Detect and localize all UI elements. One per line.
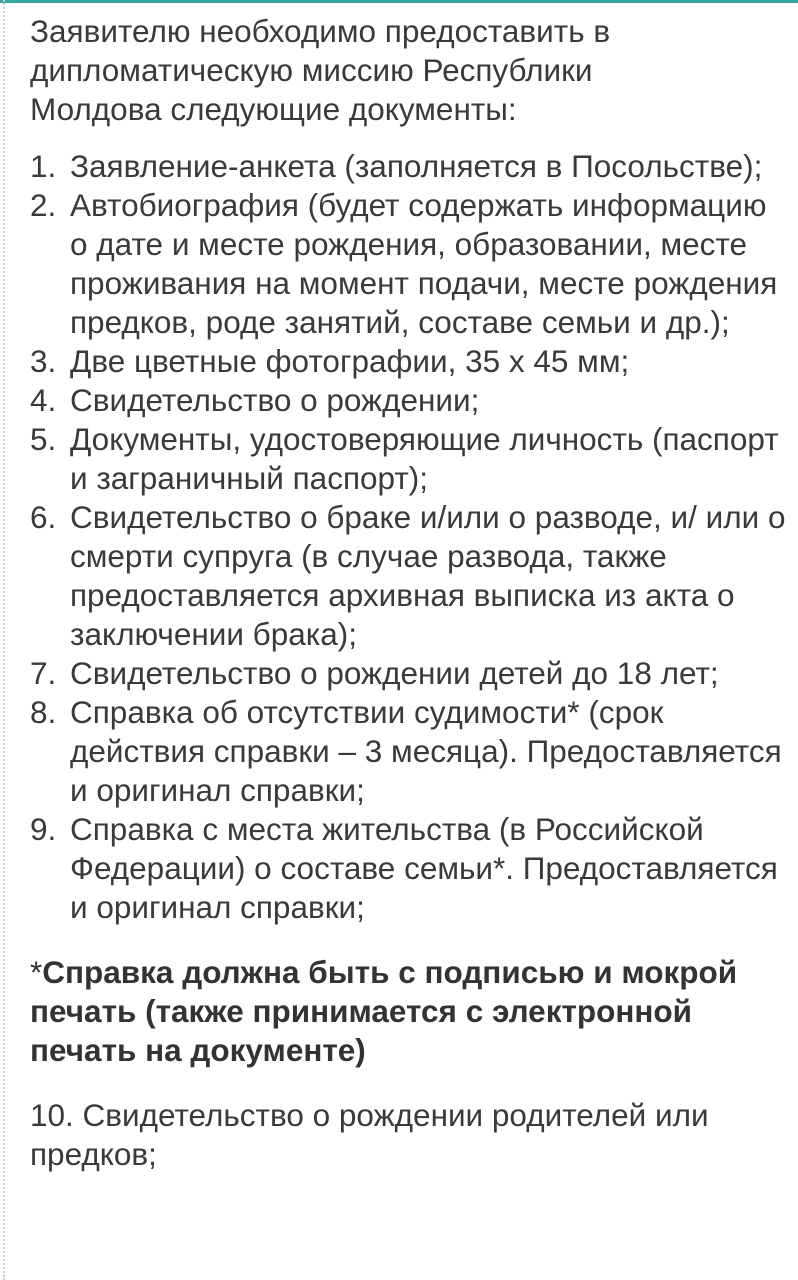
list-item	[30, 693, 790, 810]
list-item	[30, 420, 790, 498]
list-item-number: 1.	[30, 148, 57, 184]
list-item	[30, 498, 790, 654]
list-item-text: Документы, удостоверяющие личность (паспорт и заграничный паспорт);	[70, 421, 779, 496]
top-accent-border	[0, 0, 798, 3]
list-item-text: Две цветные фотографии, 35 х 45 мм;	[70, 343, 630, 379]
list-item-10: 10. Свидетельство о рождении родителей или предков;	[30, 1097, 709, 1172]
left-dotted-border	[3, 0, 5, 1280]
document-content	[30, 12, 790, 1174]
list-item-number: 9.	[30, 811, 57, 847]
list-item-text: Справка об отсутствии судимости* (срок действия справки – 3 месяца). Предоставляется и оригинал справки;	[70, 694, 782, 808]
list-item-text: Справка с места жительства (в Российской Федерации) о составе семьи*. Предоставляется и оригинал справки;	[70, 811, 778, 925]
list-item	[30, 381, 790, 420]
list-item	[30, 147, 790, 186]
list-item-number: 7.	[30, 655, 57, 691]
footnote-asterisk: *	[30, 954, 43, 990]
footnote-note	[30, 953, 770, 1070]
list-item-number: 2.	[30, 187, 57, 223]
list-item-number: 3.	[30, 343, 57, 379]
list-item-number: 5.	[30, 421, 57, 457]
list-item	[30, 810, 790, 927]
list-item-text: Автобиография (будет содержать информацию о дате и месте рождения, образовании, месте проживания на момент подачи, месте рождения предков, роде занятий, составе семьи и др.);	[70, 187, 778, 340]
list-item-number: 8.	[30, 694, 57, 730]
list-item-number: 4.	[30, 382, 57, 418]
list-item-text: Свидетельство о браке и/или о разводе, и/ или о смерти супруга (в случае развода, также предоставляется архивная выписка из акта о заключении брака);	[70, 499, 786, 652]
list-item-number: 6.	[30, 499, 57, 535]
footnote-text: Справка должна быть с подписью и мокрой печать (также принимается с электронной печать на документе)	[30, 954, 738, 1068]
list-item-text: Свидетельство о рождении детей до 18 лет;	[70, 655, 719, 691]
intro-paragraph: Заявителю необходимо предоставить в дипломатическую миссию Республики Молдова следующие документы:	[30, 13, 611, 127]
list-item	[30, 342, 790, 381]
list-item	[30, 654, 790, 693]
list-item	[30, 186, 790, 342]
list-item-text: Свидетельство о рождении;	[70, 382, 480, 418]
list-item-text: Заявление-анкета (заполняется в Посольстве);	[70, 148, 763, 184]
documents-list	[30, 147, 790, 927]
